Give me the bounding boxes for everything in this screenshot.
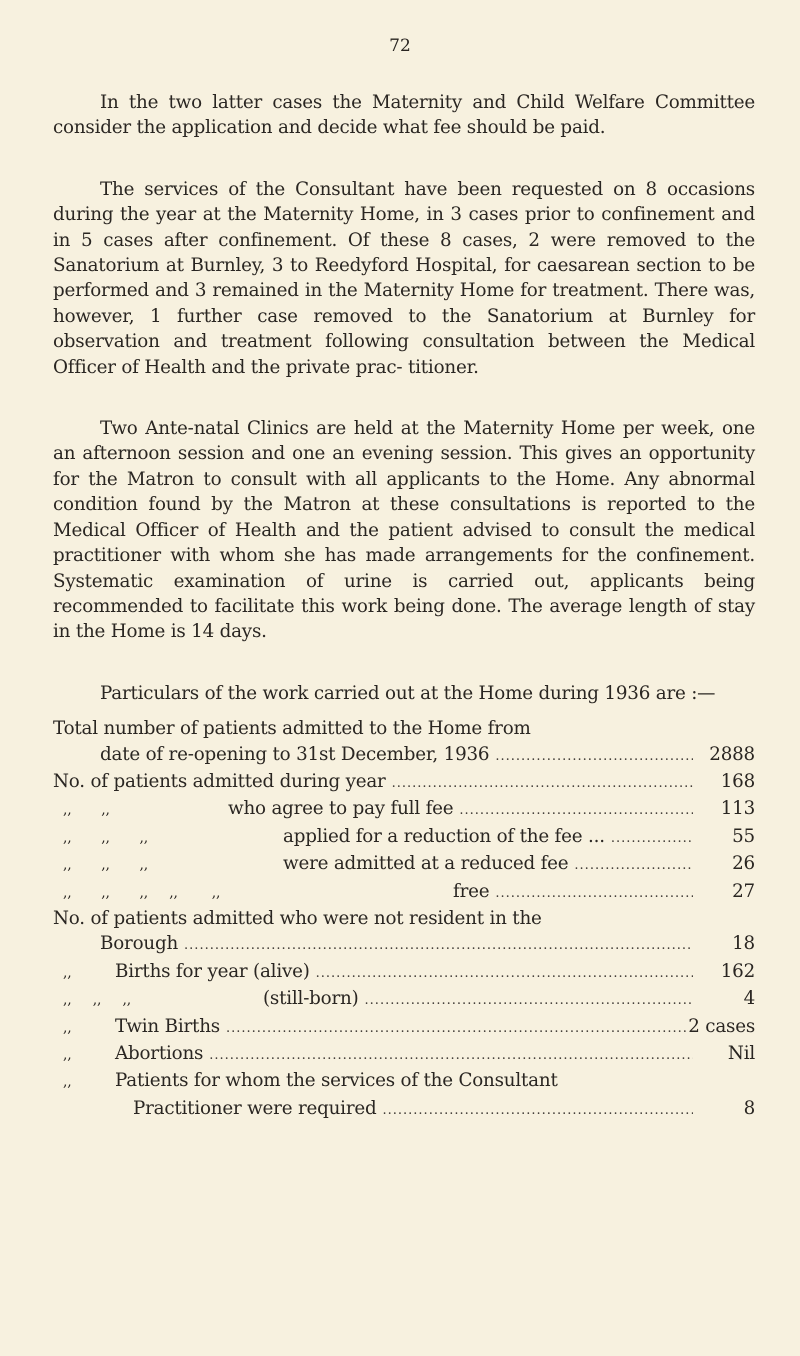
ditto-marks: ,, ,, ,, [63, 992, 132, 1009]
row-label: Twin Births [115, 1015, 220, 1037]
table-row [53, 769, 755, 796]
table-row [53, 742, 755, 769]
dot-leader [209, 1041, 693, 1068]
table-row [53, 1041, 755, 1068]
ditto-marks: ,, [63, 964, 72, 981]
dot-leader [184, 931, 693, 958]
row-label: who agree to pay full fee [228, 798, 454, 820]
dot-leader [392, 769, 693, 796]
table-row [53, 986, 755, 1013]
dot-leader [383, 1096, 694, 1123]
dot-leader [495, 742, 693, 769]
row-label: Borough [100, 933, 179, 955]
row-value: 168 [720, 770, 755, 792]
ditto-marks: ,, [63, 1074, 72, 1091]
row-value: 113 [720, 798, 755, 820]
dot-leader [316, 959, 693, 986]
table-row [53, 879, 755, 906]
row-value: 27 [732, 880, 755, 902]
paragraph: Two Ante-natal Clinics are held at the Maternity Home per week, one an afternoon session and one an evening session. This gives an opportunity for the Matron to consult with all applicants to the Home. Any abnormal condition found by the Matron at these consultations is reported to the Medical Officer of Health and the patient advised to consult the medical practitioner with whom she has made arrangements for the confinement. Systematic examination of urine is carried out, applicants being recommended to facilitate this work being done. The average length of stay in the Home is 14 days. [53, 418, 755, 643]
row-value: 8 [743, 1097, 755, 1119]
row-label: (still-born) [263, 988, 359, 1010]
dot-leader [365, 986, 693, 1013]
row-label: Abortions [115, 1043, 204, 1064]
paragraph: The services of the Consultant have been requested on 8 occasions during the year at the Maternity Home, in 3 cases prior to confinement and in 5 cases after confinement. Of these 8 cases, 2 were removed to the Sanatorium at Burnley, 3 to Reedyford Hospital, for caesarean section to be performed and 3 remained in the Maternity Home for treatment. There was, however, 1 further case removed to the Sanatorium at Burnley for observation and treatment following consultation between the Medical Officer of Health and the private prac- titioner. [53, 178, 755, 378]
page-number: 72 [389, 36, 411, 56]
row-value: 2888 [709, 743, 755, 765]
ditto-marks: ,, ,, ,, [63, 857, 149, 874]
row-label: were admitted at a reduced fee [283, 853, 569, 875]
table-row [53, 716, 755, 741]
row-value: 4 [743, 988, 755, 1010]
ditto-marks: ,, [63, 1047, 72, 1063]
table-row [53, 851, 755, 878]
table-row [53, 824, 755, 851]
page-body [53, 90, 755, 1123]
row-label: applied for a reduction of the fee ... [283, 825, 605, 847]
row-value: 18 [732, 933, 755, 955]
row-label: free [453, 880, 490, 902]
table-row [53, 1068, 755, 1095]
row-value: 55 [732, 825, 755, 847]
table-row [53, 796, 755, 823]
row-value: 26 [732, 853, 755, 875]
row-value: 2 cases [688, 1015, 755, 1037]
dot-leader [459, 796, 693, 823]
row-label: Patients for whom the services of the Consultant [115, 1070, 558, 1092]
row-label: Practitioner were required [133, 1097, 377, 1119]
dot-leader [226, 1014, 688, 1041]
dot-leader [611, 824, 693, 851]
paragraph: Particulars of the work carried out at the Home during 1936 are :— [100, 682, 716, 704]
ditto-marks: ,, ,, ,, [63, 829, 149, 846]
row-label: No. of patients admitted during year [53, 770, 386, 792]
ditto-marks: ,, [63, 1019, 72, 1036]
ditto-marks: ,, ,, ,, ,, ,, [63, 884, 221, 901]
row-label: Births for year (alive) [115, 960, 310, 982]
row-label: No. of patients admitted who were not resident in the [53, 907, 542, 929]
row-value: Nil [727, 1043, 755, 1064]
ditto-marks: ,, ,, [63, 802, 110, 819]
row-value: 162 [720, 960, 755, 982]
row-label: date of re-opening to 31st December, 1936 [100, 743, 490, 765]
table-row [53, 931, 755, 958]
table-row [53, 959, 755, 986]
statistics-table [53, 716, 755, 1123]
row-label: Total number of patients admitted to the Home from [53, 718, 531, 740]
dot-leader [495, 879, 693, 906]
table-row [53, 1096, 755, 1123]
dot-leader [574, 851, 693, 878]
table-row [53, 1014, 755, 1041]
table-row [53, 906, 755, 931]
paragraph: In the two latter cases the Maternity and Child Welfare Committee consider the application and decide what fee should be paid. [53, 92, 755, 139]
